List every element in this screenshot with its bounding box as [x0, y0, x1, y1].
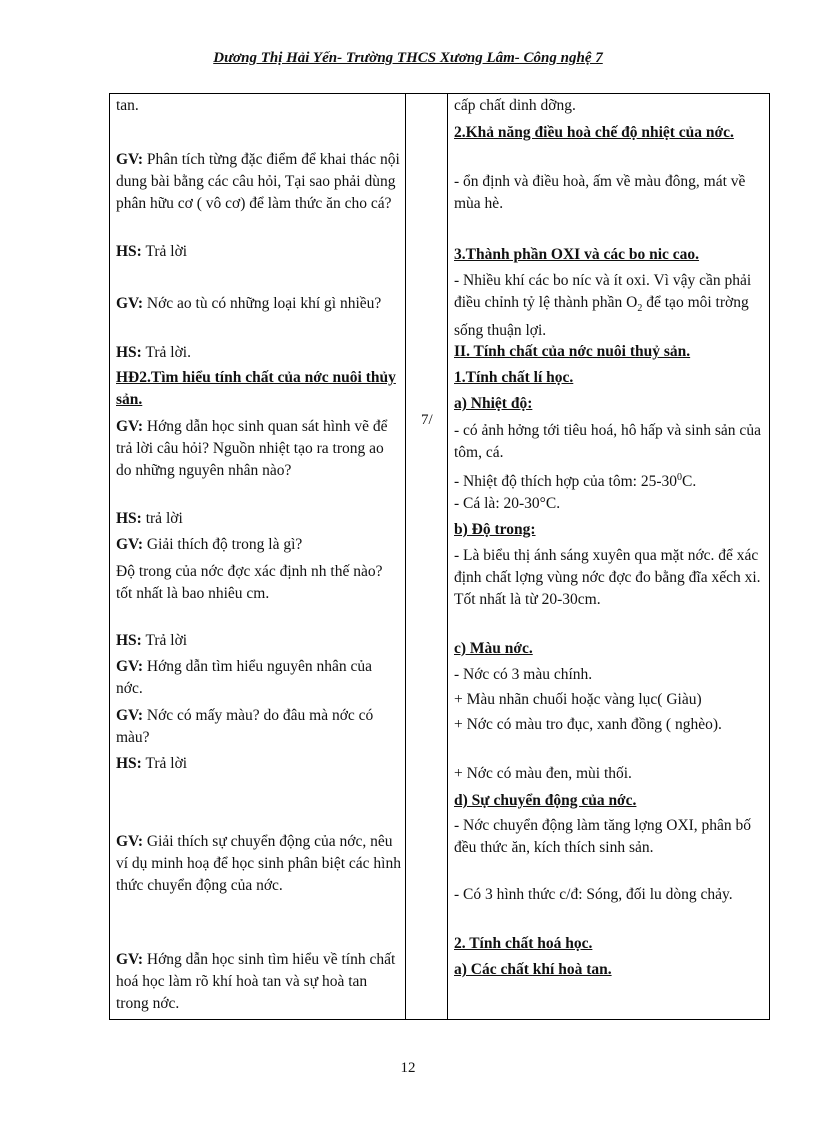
page-header: Dương Thị Hải Yến- Trường THCS Xương Lâm- Công nghệ 7: [213, 50, 603, 66]
text-line: + Nớc có màu tro đục, xanh đồng ( nghèo).: [454, 716, 722, 733]
text-line: - ổn định và điều hoà, ấm về màu đông, mát về mùa hè.: [454, 173, 746, 212]
section-heading: 2.Khả năng điều hoà chế độ nhiệt của nớc.: [454, 124, 734, 141]
text-line: tan.: [116, 97, 139, 114]
text-line: - Nhiều khí các bo níc và ít oxi. Vì vậy cần phải điều chỉnh tỷ lệ thành phần $O_2$ để tạo môi trờng sống thuận lợi.: [454, 272, 752, 340]
hs-answer: HS: Trả lời.: [116, 344, 191, 361]
text-line: - Có 3 hình thức c/đ: Sóng, đối lu dòng chảy.: [454, 886, 733, 903]
column-divider: [447, 94, 448, 1019]
gv-question: GV: Hớng dẫn học sinh quan sát hình vẽ để trả lời câu hỏi? Nguồn nhiệt tạo ra trong ao do những nguyên nhân nào?: [116, 418, 388, 479]
text-line: - Cá là: 20-30°C.: [454, 495, 561, 512]
gv-question: GV: Giải thích độ trong là gì?: [116, 536, 303, 553]
section-heading: 1.Tính chất lí học.: [454, 369, 574, 386]
hs-answer: HS: trả lời: [116, 510, 183, 527]
activity-heading: HĐ2.Tìm hiểu tính chất của nớc nuôi thủy sản.: [116, 369, 396, 408]
section-heading: b) Độ trong:: [454, 521, 536, 538]
section-heading: 3.Thành phần OXI và các bo nic cao.: [454, 246, 700, 263]
section-heading: a) Các chất khí hoà tan.: [454, 961, 612, 978]
text-line: - Nớc chuyển động làm tăng lợng OXI, phân bố đều thức ăn, kích thích sinh sản.: [454, 817, 752, 856]
gv-question: GV: Nớc ao tù có những loại khí gì nhiều?: [116, 295, 382, 312]
gv-question: GV: Hớng dẫn tìm hiểu nguyên nhân của nớc.: [116, 658, 373, 697]
text-line: Độ trong của nớc đợc xác định nh thế nào? tốt nhất là bao nhiêu cm.: [116, 563, 383, 602]
section-heading: 2. Tính chất hoá học.: [454, 935, 593, 952]
text-line: - Nhiệt độ thích hợp của tôm: $25-30^0C$.: [454, 472, 697, 491]
text-line: - Là biểu thị ánh sáng xuyên qua mặt nớc. để xác định chất lợng vùng nớc đợc đo bằng đĩa xếch xi. Tốt nhất là từ 20-30cm.: [454, 547, 761, 608]
hs-answer: HS: Trả lời: [116, 755, 188, 772]
text-line: + Nớc có màu đen, mùi thối.: [454, 765, 632, 782]
gv-question: GV: Hớng dẫn học sinh tìm hiểu về tính chất hoá học làm rõ khí hoà tan và sự hoà tan trong nớc.: [116, 951, 396, 1012]
hs-answer: HS: Trả lời: [116, 632, 188, 649]
gv-question: GV: Giải thích sự chuyển động của nớc, nêu ví dụ minh hoạ để học sinh phân biệt các hình thức chuyển động của nớc.: [116, 833, 401, 894]
gv-question: GV: Phân tích từng đặc điểm để khai thác nội dung bài bằng các câu hỏi, Tại sao phải dùng phân hữu cơ ( vô cơ) để làm thức ăn cho cá?: [116, 151, 400, 212]
time-allocation: 7/: [421, 412, 433, 428]
lesson-table: [109, 93, 770, 1020]
text-line: cấp chất dinh dỡng.: [454, 97, 576, 114]
text-line: - có ảnh hởng tới tiêu hoá, hô hấp và sinh sản của tôm, cá.: [454, 422, 761, 461]
hs-answer: HS: Trả lời: [116, 243, 188, 260]
text-line: + Màu nhãn chuối hoặc vàng lục( Giàu): [454, 691, 702, 708]
section-heading: c) Màu nớc.: [454, 640, 533, 657]
section-heading: II. Tính chất của nớc nuôi thuỷ sản.: [454, 343, 691, 360]
section-heading: d) Sự chuyển động của nớc.: [454, 792, 637, 809]
text-line: - Nớc có 3 màu chính.: [454, 666, 593, 683]
column-divider: [405, 94, 406, 1019]
gv-question: GV: Nớc có mấy màu? do đâu mà nớc có màu?: [116, 707, 374, 746]
page-number: 12: [400, 1060, 416, 1076]
section-heading: a) Nhiệt độ:: [454, 395, 533, 412]
